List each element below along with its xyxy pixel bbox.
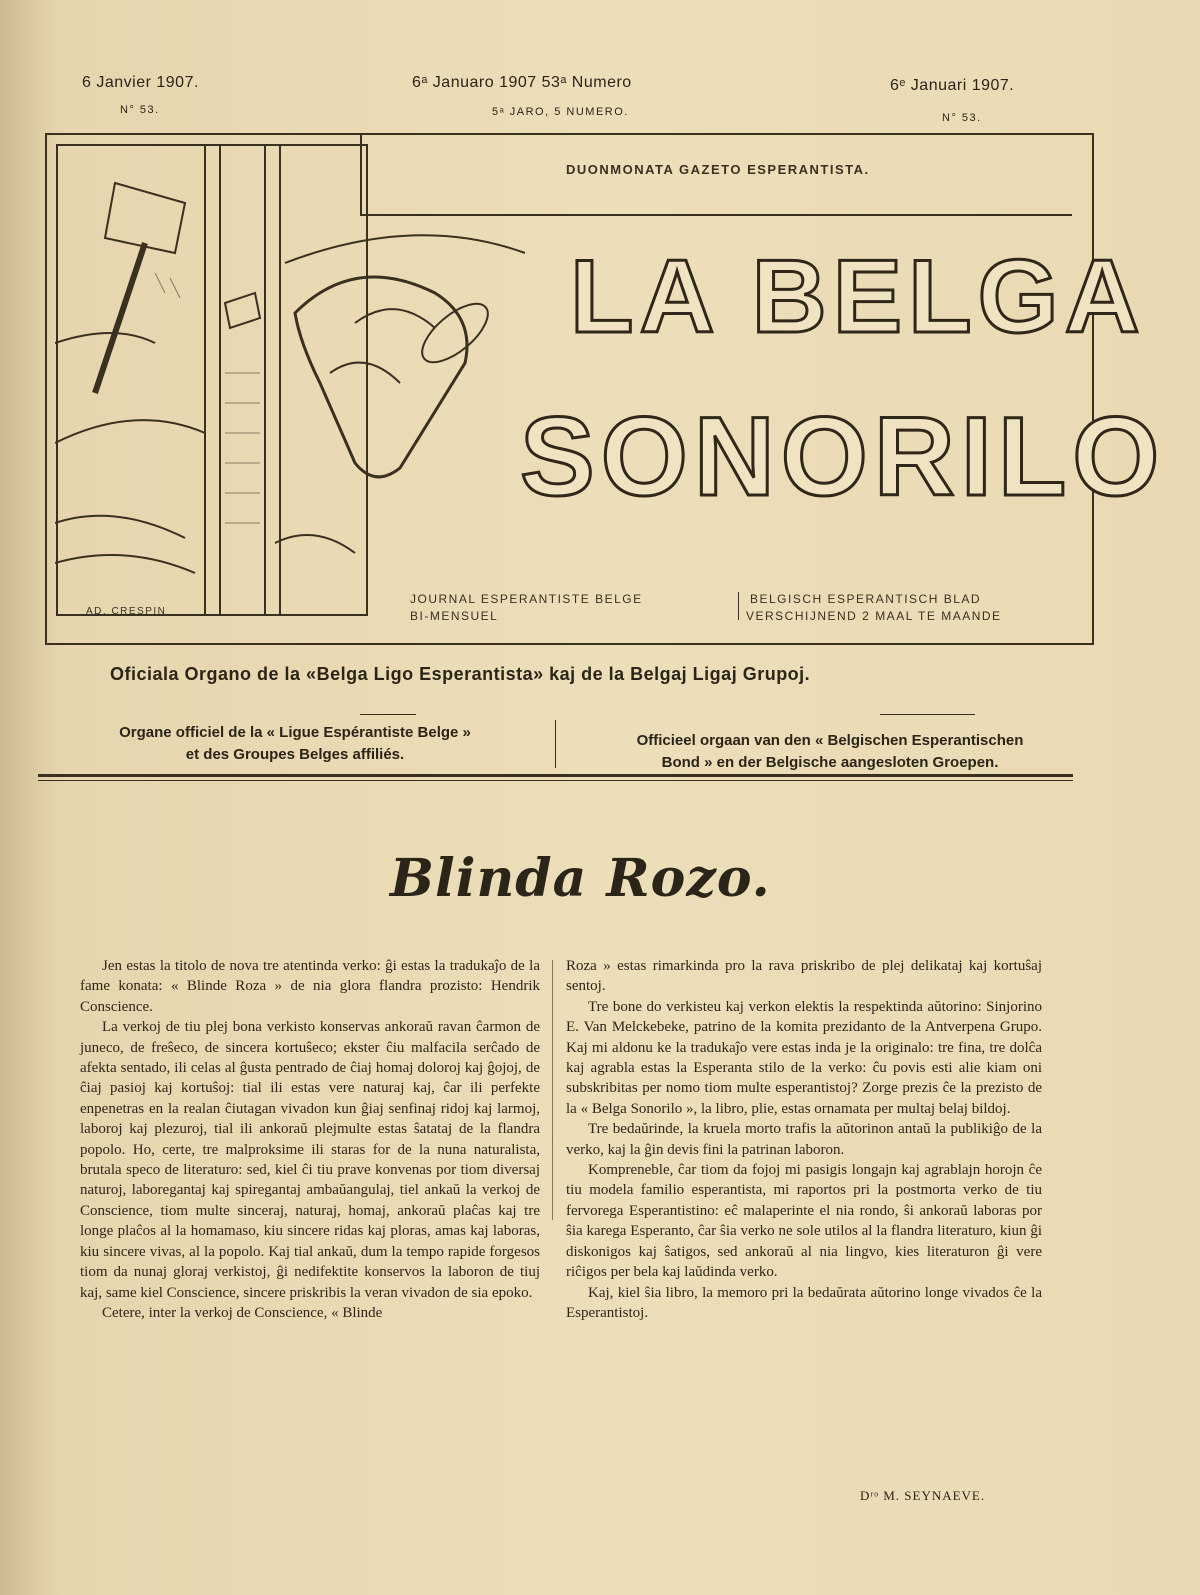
article-right-column xyxy=(566,956,1042,1323)
left-paragraph-1: Jen estas la titolo de nova tre atentinda verko: ĝi estas la tradukaĵo de la fame konata: « Blinde Roza » de nia glora flandra prozisto: Hendrik Conscience. xyxy=(80,958,540,1015)
masthead-title-line1: LA BELGA xyxy=(570,239,1146,355)
article-signature: Dʳᵒ M. SEYNAEVE. xyxy=(860,1488,986,1503)
column-divider xyxy=(552,960,553,1220)
right-paragraph-5: Kaj, kiel ŝia libro, la memoro pri la bedaŭrata aŭtorino longe vivados ĉe la Esperantistoj. xyxy=(566,1284,1042,1321)
subtitle-divider xyxy=(738,592,739,620)
french-subtitle-2: BI-MENSUEL xyxy=(410,609,499,623)
organ-flemish xyxy=(585,730,1075,774)
left-paragraph-2: La verkoj de tiu plej bona verkisto konservas ankoraŭ ravan ĉarmon de juneco, de freŝeco, de sincera kortuŝeco; ekster ĉiu malfacila serĉado de afekta sentado, ili celas al ĝusta pentrado de ĉiaj homaj doloroj kaj ĝojoj, de ĉiaj pasioj kaj kortuŝoj: tial ili estas vere naturaj kaj, ĉar ili perfekte enpenetras en la realan ĉiutagan vivadon kun ĝiaj senfinaj ridoj kaj larmoj, laboroj kaj plezuroj, tial ili ankoraŭ plejmulte estas ŝatataj de la flandra popolo. Ho, certe, tre malproksime ili staras for de la nuna naturalista, brutala speco de literaturo: sed, kiel ĉi tiu prave konvenas por tiom diversaj naturoj, laboregantaj kaj spiregantaj ambaŭangulaj, tiel ankaŭ la verkoj de Conscience, tiom multe sinceraj, naturaj, homaj, ankoraŭ plaĉas kaj tre longe plaĉos al la homamaso, kiu sincere ridas kaj ploras, amas kaj laboras, kiu sincere vivas, al la popolo. Kaj tial ankaŭ, dum la tempo rapide forgesos tiom da nunaj gloraj verkistoj, ĝi nedifektite konservos la laboron de tiuj kaj, same kiel Conscience, sincere priskribis la veran vivadon de sia epoko. xyxy=(80,1019,540,1301)
right-paragraph-2: Tre bone do verkisteu kaj verkon elektis la respektinda aŭtorino: Sinjorino E. Van Melckebeke, patrino de la komita prezidanto de la Antverpena Grupo. Kaj mi aldonu ke la tradukaĵo vere estas inda je la originalo: tre fina, tre dolĉa kaj agrabla estas la Esperanta stilo de la verko: ĉu povis esti alie kiam oni subskribitas per nomo tiom multe esperantistoj? Zorge prezis ĉe la prezisto de la « Belga Sonorilo », la libro, plie, estas ornamata per multaj belaj bildoj. xyxy=(566,998,1042,1117)
organ-flemish-line1: Officieel orgaan van den « Belgischen Esperantischen xyxy=(636,732,1024,749)
header-bottom-rule-thin xyxy=(38,780,1073,781)
organ-divider xyxy=(555,720,556,768)
masthead-title-line2: SONORILO xyxy=(520,394,1166,519)
bell-shape xyxy=(295,277,467,477)
article-left-column xyxy=(80,956,540,1323)
ornament-rule-left xyxy=(360,714,416,715)
bell-illustration xyxy=(55,143,525,623)
center-date: 6ᵃ Januaro 1907 53ᵃ Numero xyxy=(412,74,632,91)
left-paragraph-3: Cetere, inter la verkoj de Conscience, « Blinde xyxy=(102,1304,383,1321)
right-paragraph-1: Roza » estas rimarkinda pro la rava priskribo de plej delikataj kaj kortuŝaj sentoj. xyxy=(566,958,1042,995)
official-organ-line: Oficiala Organo de la «Belga Ligo Esperantista» kaj de la Belgaj Ligaj Grupoj. xyxy=(110,664,811,684)
right-paragraph-4: Kompreneble, ĉar tiom da fojoj mi pasigis longajn kaj agrablajn horojn ĉe tiu modela familio esperantista, mi raportos pri la postmorta verko de tiu fervorega Esperantistino: eĉ malaperinte el nia rondo, ŝi ankoraŭ laboras por ŝia karega Esperanto, ĉar ŝia verko ne sole utilos al la flandra literaturo, kiun ĝi diskonigos kaj ŝatigos, sed ankoraŭ al nia lingvo, kies literaturon ĝi vere riĉigos per bela kaj laŭdinda verko. xyxy=(566,1162,1042,1281)
right-paragraph-3: Tre bedaŭrinde, la kruela morto trafis la aŭtorinon antaŭ la publikiĝo de la verko, kaj la ĝin devis fini la patrinan laboron. xyxy=(566,1121,1042,1158)
organ-french-line1: Organe officiel de la « Ligue Espérantiste Belge » xyxy=(119,724,471,741)
header-bottom-rule xyxy=(38,774,1073,777)
masthead-tagline: DUONMONATA GAZETO ESPERANTISTA. xyxy=(566,162,870,177)
french-subtitle-1: JOURNAL ESPERANTISTE BELGE xyxy=(410,592,643,606)
flemish-subtitle-1: BELGISCH ESPERANTISCH BLAD xyxy=(750,592,982,606)
flemish-subtitle-2: VERSCHIJNEND 2 MAAL TE MAANDE xyxy=(746,609,1002,623)
article-title: Blinda Rozo. xyxy=(390,848,771,909)
mallet-head xyxy=(105,183,185,253)
bell-mouth xyxy=(413,293,497,372)
organ-french-line2: et des Groupes Belges affiliés. xyxy=(185,746,405,763)
ornament-rule-right xyxy=(880,714,975,715)
illustration-frame xyxy=(57,145,367,615)
organ-flemish-line2: Bond » en der Belgische aangesloten Groepen. xyxy=(661,754,999,771)
organ-french xyxy=(35,722,555,766)
right-date: 6ᵉ Januari 1907. xyxy=(890,77,1015,94)
left-issue-number: N° 53. xyxy=(120,104,160,116)
artist-signature: AD. CRESPIN xyxy=(86,606,167,617)
right-issue-number: N° 53. xyxy=(942,112,982,124)
left-date: 6 Janvier 1907. xyxy=(82,74,199,91)
center-year: 5ᵃ JARO, 5 NUMERO. xyxy=(492,106,629,118)
